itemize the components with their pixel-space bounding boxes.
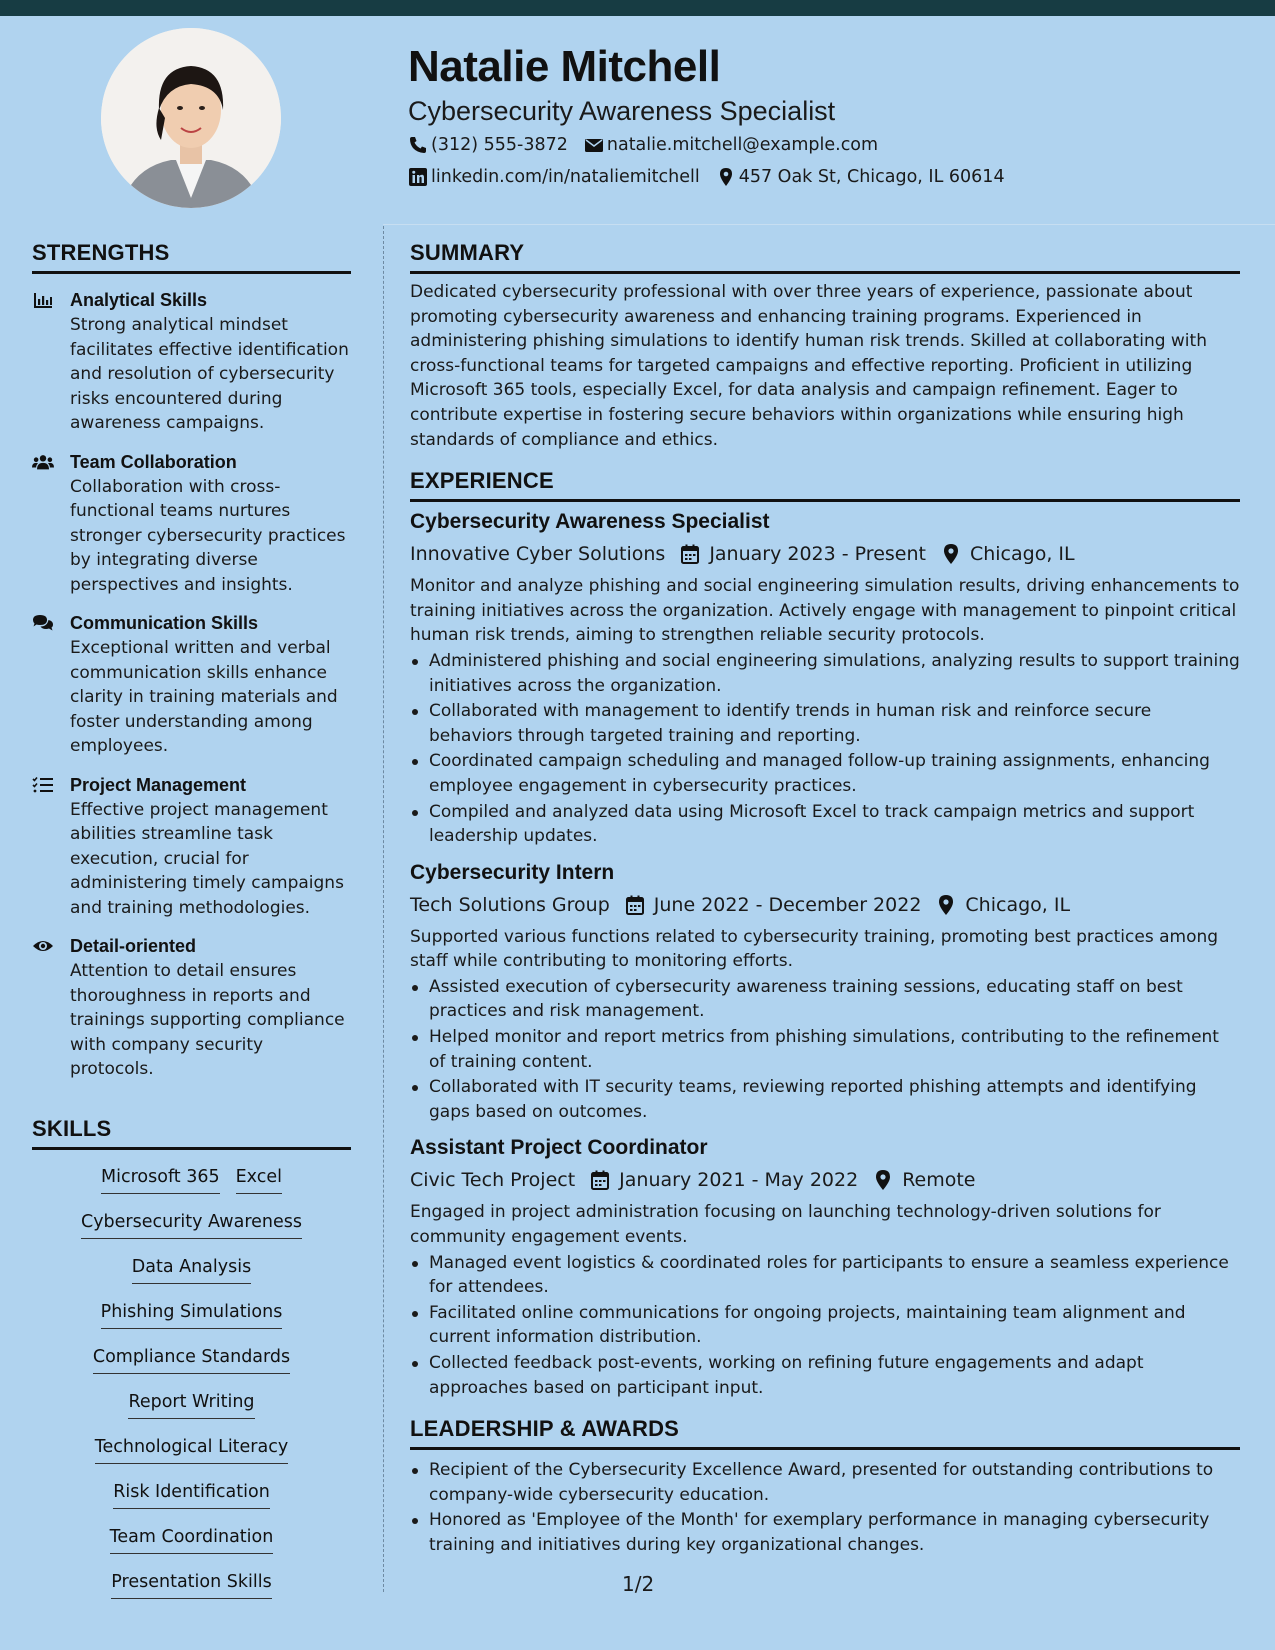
job-entry bbox=[410, 508, 1240, 849]
linkedin-contact[interactable] bbox=[408, 167, 700, 187]
job-description: Monitor and analyze phishing and social engineering simulation results, driving enhancements to training initiatives across the organization. Actively engage with management to pinpoint critical human risk trends, aiming to strengthen reliable security protocols. bbox=[410, 576, 1240, 646]
job-meta bbox=[410, 891, 1240, 919]
job-entry bbox=[410, 859, 1240, 1125]
job-bullets bbox=[410, 975, 1240, 1125]
skill-tag: Risk Identification bbox=[113, 1481, 270, 1509]
strength-description: Strong analytical mindset facilitates effective identification and resolution of cybersecurity risks encountered during awareness campaigns. bbox=[70, 315, 349, 433]
bullet-item: Helped monitor and report metrics from phishing simulations, contributing to the refinement of training content. bbox=[410, 1025, 1240, 1074]
linkedin-text[interactable]: linkedin.com/in/nataliemitchell bbox=[431, 167, 700, 187]
strength-item bbox=[32, 611, 351, 759]
top-bar bbox=[0, 0, 1275, 16]
location-pin-icon bbox=[940, 543, 962, 565]
job-description: Supported various functions related to cybersecurity training, promoting best practices among staff while contributing to monitoring efforts. bbox=[410, 926, 1219, 972]
skills-heading: SKILLS bbox=[32, 1116, 351, 1150]
candidate-title: Cybersecurity Awareness Specialist bbox=[408, 96, 836, 126]
job-company: Tech Solutions Group bbox=[410, 893, 610, 916]
bullet-item: Collaborated with IT security teams, reviewing reported phishing attempts and identifying gaps based on outcomes. bbox=[410, 1075, 1240, 1124]
job-location: Remote bbox=[902, 1169, 976, 1192]
job-entry bbox=[410, 1134, 1240, 1400]
bullet-item: Facilitated online communications for ongoing projects, maintaining team alignment and current information distribution. bbox=[410, 1301, 1240, 1350]
strength-item bbox=[32, 773, 351, 921]
strength-item bbox=[32, 934, 351, 1082]
job-company: Civic Tech Project bbox=[410, 1169, 576, 1192]
strength-description: Attention to detail ensures thoroughness in reports and trainings supporting compliance with company security protocols. bbox=[70, 961, 345, 1079]
profile-photo bbox=[101, 28, 281, 208]
email-text[interactable]: natalie.mitchell@example.com bbox=[606, 135, 879, 155]
comments-icon bbox=[32, 611, 70, 759]
job-title: Cybersecurity Awareness Specialist bbox=[410, 510, 770, 534]
job-company: Innovative Cyber Solutions bbox=[410, 543, 666, 566]
strength-description: Exceptional written and verbal communication skills enhance clarity in training materials and foster understanding among employees. bbox=[70, 638, 338, 756]
strength-title: Team Collaboration bbox=[70, 451, 237, 472]
email-contact[interactable] bbox=[584, 135, 878, 155]
candidate-name: Natalie Mitchell bbox=[408, 42, 721, 91]
phone-text: (312) 555-3872 bbox=[431, 135, 568, 155]
calendar-icon bbox=[679, 543, 701, 565]
job-meta bbox=[410, 1166, 1240, 1194]
awards-heading: LEADERSHIP & AWARDS bbox=[410, 1416, 1240, 1450]
contact-row-2 bbox=[408, 164, 1021, 190]
eye-icon bbox=[32, 934, 70, 1082]
linkedin-icon bbox=[408, 167, 428, 187]
skill-tag: Microsoft 365 bbox=[101, 1166, 220, 1194]
job-dates: January 2023 - Present bbox=[709, 543, 926, 566]
job-meta bbox=[410, 540, 1240, 568]
right-column bbox=[410, 240, 1240, 1559]
phone-icon bbox=[408, 135, 428, 155]
strength-item bbox=[32, 450, 351, 598]
phone-contact bbox=[408, 135, 568, 155]
location-pin-icon bbox=[716, 167, 736, 187]
job-title: Assistant Project Coordinator bbox=[410, 1136, 708, 1160]
award-item: Recipient of the Cybersecurity Excellence Award, presented for outstanding contributions to company-wide cybersecurity education. bbox=[410, 1458, 1240, 1507]
address-text: 457 Oak St, Chicago, IL 60614 bbox=[738, 167, 1005, 187]
strength-description: Collaboration with cross-functional teams nurtures stronger cybersecurity practices by integrating diverse perspectives and insights. bbox=[70, 476, 346, 595]
skill-tag: Compliance Standards bbox=[93, 1346, 290, 1374]
bar-chart-icon bbox=[32, 288, 70, 436]
summary-text: Dedicated cybersecurity professional with over three years of experience, passionate about promoting cybersecurity awareness and enhancing training programs. Experienced in administering phishing simulations to identify human risk trends. Skilled at collaborating with cross-functional teams for targeted campaigns and effective reporting. Proficient in utilizing Microsoft 365 tools, especially Excel, for data analysis and campaign refinement. Eager to contribute expertise in fostering secure behaviors within organizations while ensuring high standards of compliance and ethics. bbox=[410, 282, 1207, 450]
calendar-icon bbox=[589, 1169, 611, 1191]
users-icon bbox=[32, 450, 70, 598]
job-bullets bbox=[410, 649, 1240, 849]
column-divider bbox=[383, 226, 384, 1592]
header-divider bbox=[383, 224, 1275, 225]
skill-tag: Report Writing bbox=[128, 1391, 254, 1419]
skill-tag: Phishing Simulations bbox=[101, 1301, 283, 1329]
bullet-item: Collected feedback post-events, working on refining future engagements and adapt approaches based on participant input. bbox=[410, 1351, 1240, 1400]
page-number: 1/2 bbox=[622, 1572, 655, 1596]
job-title: Cybersecurity Intern bbox=[410, 860, 615, 884]
strength-item bbox=[32, 288, 351, 436]
bullet-item: Managed event logistics & coordinated roles for participants to ensure a seamless experience for attendees. bbox=[410, 1251, 1240, 1300]
skill-tag: Presentation Skills bbox=[111, 1571, 271, 1599]
award-item: Honored as 'Employee of the Month' for exemplary performance in managing cybersecurity training and initiatives during key organizational changes. bbox=[410, 1508, 1240, 1557]
job-description: Engaged in project administration focusing on launching technology-driven solutions for community engagement events. bbox=[410, 1202, 1161, 1248]
skill-tag: Excel bbox=[236, 1166, 282, 1194]
job-dates: June 2022 - December 2022 bbox=[653, 893, 922, 916]
strength-description: Effective project management abilities streamline task execution, crucial for administering timely campaigns and training methodologies. bbox=[70, 799, 344, 918]
skills-list bbox=[32, 1166, 351, 1616]
bullet-item: Administered phishing and social engineering simulations, analyzing results to support training initiatives across the organization. bbox=[410, 649, 1240, 698]
envelope-icon bbox=[584, 135, 604, 155]
bullet-item: Collaborated with management to identify trends in human risk and reinforce secure behaviors through targeted training and reporting. bbox=[410, 699, 1240, 748]
strengths-heading: STRENGTHS bbox=[32, 240, 351, 274]
bullet-item: Coordinated campaign scheduling and managed follow-up training assignments, enhancing employee engagement in cybersecurity practices. bbox=[410, 749, 1240, 798]
location-pin-icon bbox=[872, 1169, 894, 1191]
job-location: Chicago, IL bbox=[969, 543, 1075, 566]
strength-title: Project Management bbox=[70, 774, 247, 795]
left-column bbox=[32, 240, 351, 1616]
address-contact bbox=[716, 167, 1005, 187]
tasks-list-icon bbox=[32, 773, 70, 921]
skill-tag: Technological Literacy bbox=[95, 1436, 288, 1464]
awards-list bbox=[410, 1458, 1240, 1557]
job-bullets bbox=[410, 1251, 1240, 1401]
location-pin-icon bbox=[935, 894, 957, 916]
strength-title: Analytical Skills bbox=[70, 290, 208, 310]
experience-heading: EXPERIENCE bbox=[410, 468, 1240, 502]
skill-tag: Team Coordination bbox=[110, 1526, 274, 1554]
strength-title: Detail-oriented bbox=[70, 936, 197, 956]
bullet-item: Compiled and analyzed data using Microsoft Excel to track campaign metrics and support leadership updates. bbox=[410, 800, 1240, 849]
skill-tag: Data Analysis bbox=[132, 1256, 251, 1284]
calendar-icon bbox=[624, 894, 646, 916]
summary-heading: SUMMARY bbox=[410, 240, 1240, 274]
bullet-item: Assisted execution of cybersecurity awareness training sessions, educating staff on best practices and risk management. bbox=[410, 975, 1240, 1024]
contact-row-1 bbox=[408, 132, 894, 158]
job-location: Chicago, IL bbox=[965, 893, 1071, 916]
skill-tag: Cybersecurity Awareness bbox=[81, 1211, 302, 1239]
strength-title: Communication Skills bbox=[70, 613, 259, 633]
job-dates: January 2021 - May 2022 bbox=[619, 1169, 859, 1192]
